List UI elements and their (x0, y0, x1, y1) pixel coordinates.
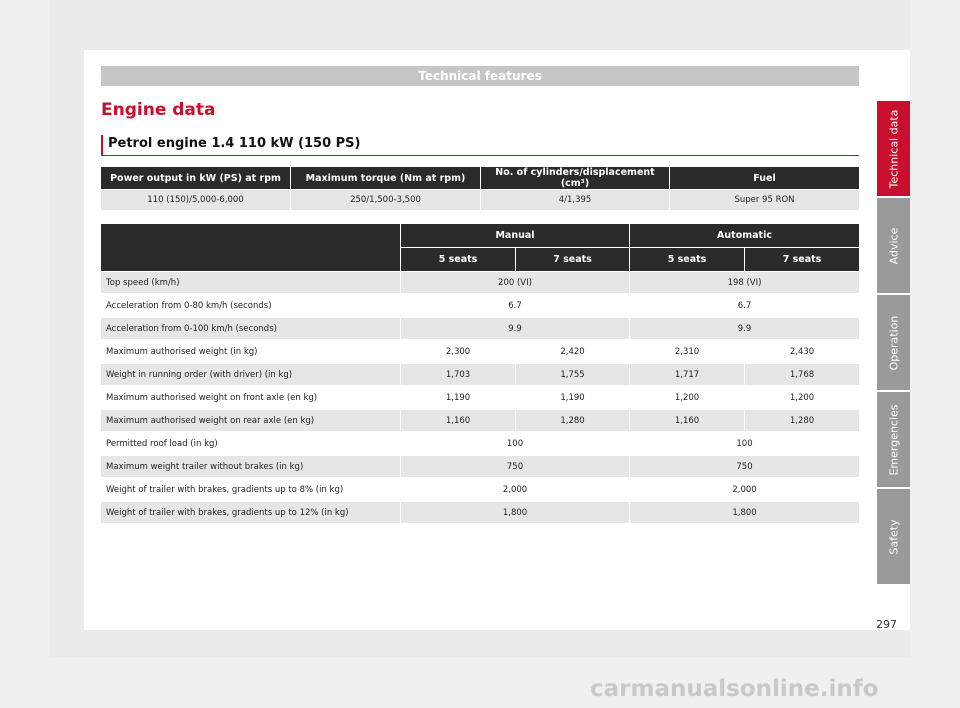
page-number: 297 (876, 618, 897, 631)
table-row (101, 502, 859, 525)
cell-automatic: 6.7 (630, 295, 859, 318)
cell-value: 1,160 (401, 410, 516, 433)
header-manual: Manual (401, 224, 630, 248)
cell-value: 1,200 (630, 387, 745, 410)
cell-automatic: 9.9 (630, 318, 859, 341)
tab-label: Technical data (887, 109, 900, 188)
row-label: Maximum authorised weight on rear axle (en kg) (101, 410, 401, 433)
header-fuel: Fuel (670, 167, 859, 190)
header-automatic: Automatic (630, 224, 859, 248)
tab-label: Operation (887, 315, 900, 370)
tab-advice[interactable] (877, 198, 910, 293)
table-row (101, 272, 859, 295)
cell-value: 1,200 (745, 387, 859, 410)
tab-operation[interactable] (877, 295, 910, 390)
row-label: Maximum authorised weight on front axle (en kg) (101, 387, 401, 410)
cell-value: 1,768 (745, 364, 859, 387)
tab-label: Advice (887, 227, 900, 264)
table-row (101, 410, 859, 433)
row-label: Weight of trailer with brakes, gradients up to 12% (in kg) (101, 502, 401, 525)
table-row (101, 341, 859, 364)
cell-value: 1,190 (401, 387, 516, 410)
cell-automatic: 750 (630, 456, 859, 479)
cell-value: 2,310 (630, 341, 745, 364)
row-label: Weight of trailer with brakes, gradients up to 8% (in kg) (101, 479, 401, 502)
perf-group-header-row (101, 224, 859, 248)
row-label: Permitted roof load (in kg) (101, 433, 401, 456)
tab-emergencies[interactable] (877, 392, 910, 487)
header-manual-5-seats: 5 seats (401, 248, 516, 272)
cell-automatic: 2,000 (630, 479, 859, 502)
table-row (101, 387, 859, 410)
performance-weights-table (101, 224, 859, 525)
cell-manual: 2,000 (401, 479, 630, 502)
cell-cylinders-displacement: 4/1,395 (481, 190, 670, 212)
row-label: Weight in running order (with driver) (in kg) (101, 364, 401, 387)
table-row (101, 364, 859, 387)
row-label: Acceleration from 0-80 km/h (seconds) (101, 295, 401, 318)
cell-power-output: 110 (150)/5,000-6,000 (101, 190, 291, 212)
cell-value: 1,703 (401, 364, 516, 387)
watermark: carmanualsonline.info (590, 676, 879, 702)
cell-automatic: 1,800 (630, 502, 859, 525)
cell-value: 1,280 (745, 410, 859, 433)
subtitle-accent-bar (101, 135, 103, 155)
row-label: Top speed (km/h) (101, 272, 401, 295)
cell-value: 1,280 (516, 410, 630, 433)
table-row (101, 318, 859, 341)
table-row (101, 433, 859, 456)
table-row (101, 479, 859, 502)
row-label: Maximum weight trailer without brakes (in kg) (101, 456, 401, 479)
cell-manual: 6.7 (401, 295, 630, 318)
tab-label: Emergencies (887, 403, 900, 476)
cell-value: 1,755 (516, 364, 630, 387)
cell-manual: 750 (401, 456, 630, 479)
engine-table-header-row (101, 167, 859, 190)
header-automatic-7-seats: 7 seats (745, 248, 859, 272)
cell-value: 1,190 (516, 387, 630, 410)
table-row (101, 295, 859, 318)
engine-specs-table (101, 167, 859, 212)
tab-safety[interactable] (877, 489, 910, 584)
header-cylinders-displacement: No. of cylinders/displacement (cm³) (481, 167, 670, 190)
cell-fuel: Super 95 RON (670, 190, 859, 212)
cell-value: 2,420 (516, 341, 630, 364)
header-power-output: Power output in kW (PS) at rpm (101, 167, 291, 190)
section-title: Engine data (101, 100, 216, 120)
cell-max-torque: 250/1,500-3,500 (291, 190, 481, 212)
engine-subtitle: Petrol engine 1.4 110 kW (150 PS) (108, 136, 361, 151)
subtitle-block (101, 135, 859, 156)
cell-manual: 200 (VI) (401, 272, 630, 295)
cell-manual: 9.9 (401, 318, 630, 341)
row-label: Maximum authorised weight (in kg) (101, 341, 401, 364)
engine-table-row (101, 190, 859, 212)
cell-value: 2,300 (401, 341, 516, 364)
chapter-header: Technical features (101, 66, 859, 86)
cell-value: 1,160 (630, 410, 745, 433)
table-row (101, 456, 859, 479)
header-automatic-5-seats: 5 seats (630, 248, 745, 272)
header-manual-7-seats: 7 seats (516, 248, 630, 272)
row-label: Acceleration from 0-100 km/h (seconds) (101, 318, 401, 341)
header-max-torque: Maximum torque (Nm at rpm) (291, 167, 481, 190)
cell-automatic: 198 (VI) (630, 272, 859, 295)
tab-technical-data[interactable] (877, 101, 910, 196)
cell-value: 1,717 (630, 364, 745, 387)
perf-header-blank (101, 224, 401, 272)
cell-value: 2,430 (745, 341, 859, 364)
cell-manual: 100 (401, 433, 630, 456)
cell-manual: 1,800 (401, 502, 630, 525)
tab-label: Safety (887, 518, 900, 555)
cell-automatic: 100 (630, 433, 859, 456)
